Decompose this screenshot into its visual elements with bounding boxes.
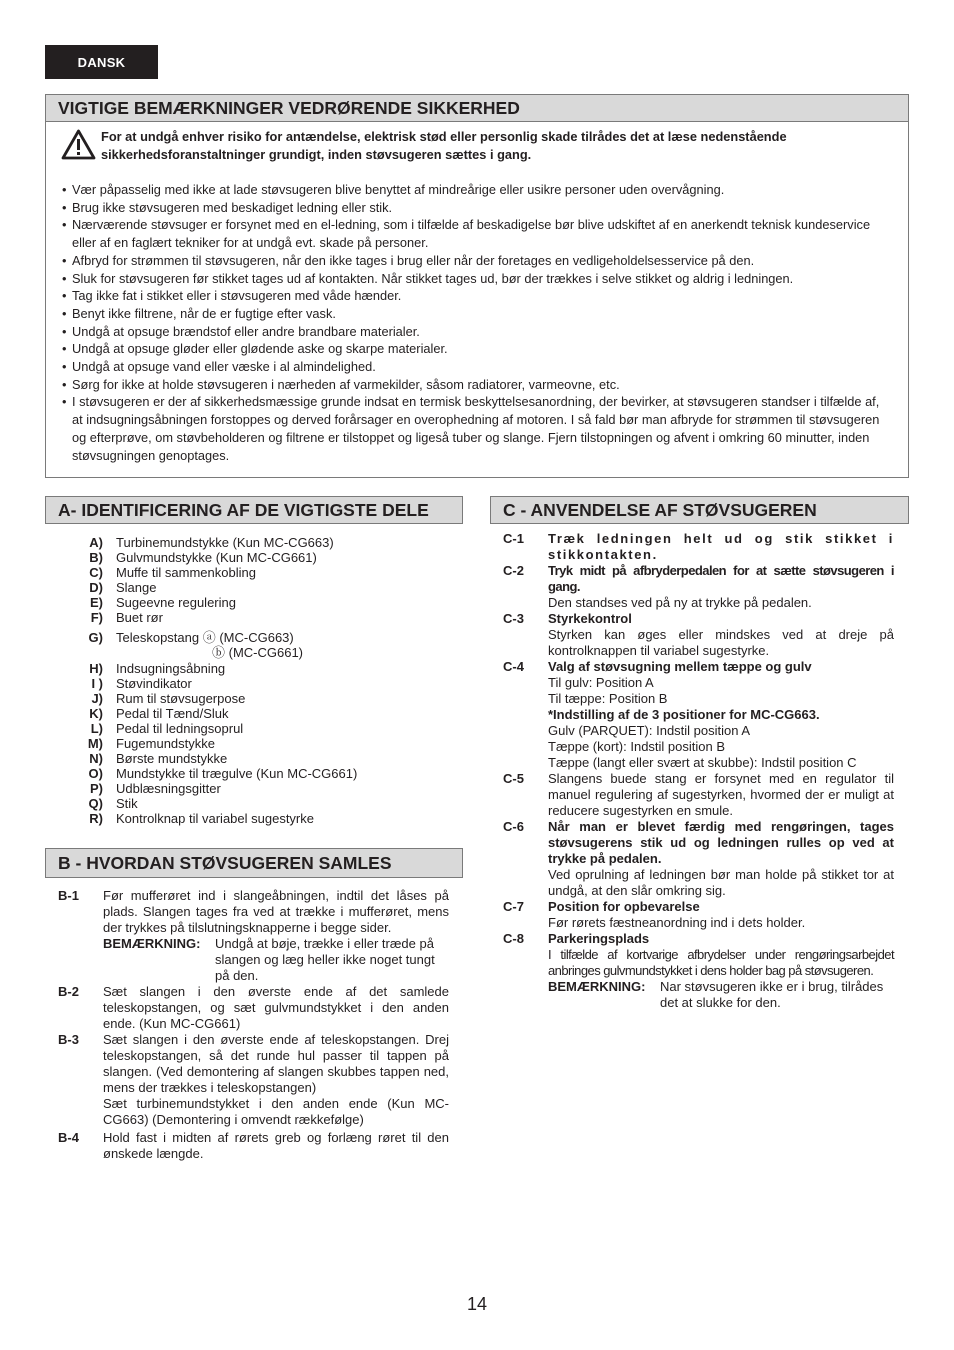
assembly-steps	[58, 888, 449, 1162]
list-item: • Nærværende støvsuger er forsynet med en el-ledning, som i tilfælde af beskadigelse bør blive udskiftet af en anerkendt teknisk kundeservice eller af en faglært tekniker for at undgå evt. skade på personer.	[62, 216, 892, 251]
list-item	[70, 706, 357, 721]
part-name: Muffe til sammenkobling	[116, 565, 256, 580]
part-name: Turbinemundstykke (Kun MC-CG663)	[116, 535, 334, 550]
step-text: Sæt slangen i den øverste ende af teleskopstangen. Drej teleskopstangen, så det runde hul passer til tappen på slangen. (Ved demontering af slangen skubbes tappen ned, mens der trækkes i teleskopstangen)	[103, 1032, 449, 1095]
part-name-line: Teleskopstang ⓐ (MC-CG663)	[116, 630, 294, 645]
step-heading: Tryk midt på afbryderpedalen for at sætte støvsugeren i gang.	[548, 563, 894, 594]
step-item	[58, 1130, 449, 1162]
step-heading: Styrkekontrol	[548, 611, 632, 626]
language-tab: DANSK	[45, 45, 158, 79]
part-name: Sugeevne regulering	[116, 595, 236, 610]
list-item	[70, 661, 357, 676]
step-item	[503, 531, 894, 563]
step-label: C-5	[503, 771, 524, 786]
part-label: E)	[90, 595, 103, 610]
part-label: K)	[89, 706, 103, 721]
step-text: Gulv (PARQUET): Indstil position A	[548, 723, 751, 738]
step-label: C-2	[503, 563, 524, 578]
safety-notice-box	[45, 94, 909, 478]
step-item	[503, 931, 894, 1011]
list-item: • Benyt ikke filtrene, når de er fugtige efter vask.	[62, 305, 892, 323]
part-label: B)	[89, 550, 103, 565]
list-item: • Undgå at opsuge vand eller væske i al almindelighed.	[62, 358, 892, 376]
part-name	[116, 630, 303, 661]
part-name-line: ⓑ (MC-CG661)	[212, 645, 304, 660]
list-item	[70, 550, 357, 565]
note-text: Undgå at bøje, trække i eller træde på slangen og læg heller ikke noget tungt på den.	[215, 936, 435, 983]
list-item	[70, 766, 357, 781]
step-body	[103, 1032, 449, 1128]
step-item	[503, 659, 894, 771]
step-item	[58, 888, 449, 984]
step-text: Ved oprulning af ledningen bør man holde på stikket tor at undgå, at den slår omkring sig.	[548, 867, 894, 898]
part-label: D)	[89, 580, 103, 595]
list-item	[70, 535, 357, 550]
step-item	[503, 611, 894, 659]
step-body	[548, 931, 894, 1011]
step-label: B-4	[58, 1130, 79, 1145]
section-a-title: A- IDENTIFICERING AF DE VIGTIGSTE DELE	[45, 496, 463, 524]
list-item: • Vær påpasselig med ikke at lade støvsugeren blive benyttet af mindreårige eller usikre personer uden overvågning.	[62, 181, 892, 199]
part-name: Støvindikator	[116, 676, 192, 691]
step-text: Til gulv: Position A	[548, 675, 654, 690]
part-label: R)	[89, 811, 103, 826]
list-item: • Sørg for ikke at holde støvsugeren i nærheden af varmekilder, såsom radiatorer, varmeovne, etc.	[62, 376, 892, 394]
part-label: N)	[89, 751, 103, 766]
part-label: O)	[88, 766, 103, 781]
page-number: 14	[466, 1294, 488, 1314]
note-label: BEMÆRKNING:	[103, 936, 201, 951]
list-item	[70, 580, 357, 595]
part-name: Pedal til ledningsoprul	[116, 721, 244, 736]
part-label: P)	[90, 781, 103, 796]
list-item	[70, 630, 357, 661]
note	[103, 936, 449, 984]
step-label: C-7	[503, 899, 524, 914]
step-body	[548, 531, 894, 563]
step-text: Den standses ved på ny at trykke på pedalen.	[548, 595, 812, 610]
part-label: M)	[87, 736, 103, 751]
part-label: F)	[90, 610, 103, 625]
part-label: A)	[89, 535, 103, 550]
list-item	[70, 565, 357, 580]
list-item	[70, 676, 357, 691]
step-body	[103, 984, 449, 1032]
step-body	[548, 611, 894, 659]
step-heading: Valg af støvsugning mellem tæppe og gulv	[548, 659, 812, 674]
step-item	[503, 771, 894, 819]
step-heading: Parkeringsplads	[548, 931, 650, 946]
step-heading: Position for opbevarelse	[548, 899, 700, 914]
list-item: • Tag ikke fat i stikket eller i støvsugeren med våde hænder.	[62, 287, 892, 305]
step-body	[548, 819, 894, 899]
step-text: I tilfælde af kortvarige afbrydelser under rengøringsarbejdet anbringes gulvmundstykket i dens holder bag på støvsugeren.	[548, 947, 894, 978]
part-name: Stik	[116, 796, 138, 811]
part-name: Rum til støvsugerpose	[116, 691, 246, 706]
step-text: Tæppe (langt eller svært at skubbe): Indstil position C	[548, 755, 857, 770]
list-item: • Brug ikke støvsugeren med beskadiget ledning eller stik.	[62, 199, 892, 217]
step-subheading: *Indstilling af de 3 positioner for MC-CG663.	[548, 707, 820, 722]
list-item	[70, 691, 357, 706]
section-b-title: B - HVORDAN STØVSUGEREN SAMLES	[45, 848, 463, 878]
list-item	[70, 595, 357, 610]
part-label: Q)	[88, 796, 103, 811]
list-item: • Sluk for støvsugeren før stikket tages ud af kontakten. Når stikket tages ud, bør der trækkes i selve stikket og aldrig i ledningen.	[62, 270, 892, 288]
step-item	[503, 899, 894, 931]
part-name: Fugemundstykke	[116, 736, 215, 751]
part-label: I )	[91, 676, 103, 691]
step-text: Slangens buede stang er forsynet med en regulator til manuel regulering af sugestyrken, hvormed der er muligt at reducere sugestyrken en smule.	[548, 771, 894, 818]
step-text: Sæt turbinemundstykket i den anden ende (Kun MC-CG663) (Demontering i omvendt rækkefølge)	[103, 1096, 449, 1127]
step-item	[58, 984, 449, 1032]
list-item	[70, 811, 357, 826]
part-name: Kontrolknap til variabel sugestyrke	[116, 811, 314, 826]
step-label: B-2	[58, 984, 79, 999]
part-name: Udblæsningsgitter	[116, 781, 221, 796]
step-label: C-1	[503, 531, 524, 546]
list-item: • I støvsugeren er der af sikkerhedsmæssige grunde indsat en termisk beskyttelsesanordning, der bevirker, at støvsugeren standser i tilfælde af, at indsugningsåbningen forstoppes og derved forårsager en overophedning af motoren. I så fald bør man afbryde for strømmen til støvsugeren og efterprøve, om støvbeholderen og filtrene er tilstoppet og ligeså tuber og slange. Fjern tilstopningen og afvent i omkring 60 minutter, inden støvsugningen genoptages.	[62, 393, 892, 464]
step-label: B-1	[58, 888, 79, 903]
step-body	[103, 1130, 449, 1162]
step-text: Før mufferøret ind i slangeåbningen, indtil det låses på plads. Slangen tages fra ved at trække i mufferøret, mens der trykkes på tilslutningsknapperne i begge sider.	[103, 888, 449, 935]
note-label: BEMÆRKNING:	[548, 979, 646, 994]
part-label: G)	[88, 630, 103, 645]
step-label: C-4	[503, 659, 524, 674]
part-label: H)	[89, 661, 103, 676]
step-heading: Træk ledningen helt ud og stik stikket i stikkontakten.	[548, 531, 894, 562]
note	[548, 979, 894, 1011]
part-label: L)	[90, 721, 103, 736]
list-item	[70, 736, 357, 751]
list-item: • Undgå at opsuge brændstof eller andre brandbare materialer.	[62, 323, 892, 341]
safety-bullet-list	[62, 181, 892, 464]
part-label: J)	[91, 691, 103, 706]
step-text: Sæt slangen i den øverste ende af det samlede teleskopstangen, og sæt gulvmundstykket i den anden ende. (Kun MC-CG661)	[103, 984, 449, 1031]
part-name: Indsugningsåbning	[116, 661, 226, 676]
part-name: Buet rør	[116, 610, 163, 625]
list-item	[70, 721, 357, 736]
usage-steps	[503, 531, 894, 1011]
step-text: Tæppe (kort): Indstil position B	[548, 739, 726, 754]
list-item	[70, 796, 357, 811]
section-c-title: C - ANVENDELSE AF STØVSUGEREN	[490, 496, 909, 524]
list-item: • Undgå at opsuge gløder eller glødende aske og skarpe materialer.	[62, 340, 892, 358]
list-item: • Afbryd for strømmen til støvsugeren, når den ikke tages i brug eller når der foretages en vedligeholdelsesservice på den.	[62, 252, 892, 270]
step-item	[503, 819, 894, 899]
step-body	[103, 888, 449, 984]
list-item	[70, 610, 357, 625]
note-text: Nar støvsugeren ikke er i brug, tilrådes det at slukke for den.	[660, 979, 884, 1010]
warning-triangle-icon	[61, 129, 96, 160]
step-text: Til tæppe: Position B	[548, 691, 668, 706]
part-name: Mundstykke til trægulve (Kun MC-CG661)	[116, 766, 358, 781]
step-heading: Når man er blevet færdig med rengøringen, tages støvsugerens stik ud og ledningen rulles op ved at trykke på pedalen.	[548, 819, 894, 866]
step-body	[548, 771, 894, 819]
step-body	[548, 899, 894, 931]
step-text: Før rørets fæstneanordning ind i dets holder.	[548, 915, 806, 930]
step-item	[503, 563, 894, 611]
list-item	[70, 781, 357, 796]
parts-list	[70, 535, 357, 826]
part-name: Slange	[116, 580, 157, 595]
step-text: Styrken kan øges eller mindskes ved at dreje på kontrolknappen til variabel sugestyrke.	[548, 627, 894, 658]
step-label: C-8	[503, 931, 524, 946]
part-name: Pedal til Tænd/Sluk	[116, 706, 229, 721]
step-label: C-3	[503, 611, 524, 626]
step-body	[548, 659, 894, 771]
part-name: Gulvmundstykke (Kun MC-CG661)	[116, 550, 317, 565]
part-name: Børste mundstykke	[116, 751, 228, 766]
safety-title: VIGTIGE BEMÆRKNINGER VEDRØRENDE SIKKERHED	[46, 95, 908, 122]
step-item	[58, 1032, 449, 1128]
step-text: Hold fast i midten af rørets greb og forlæng røret til den ønskede længde.	[103, 1130, 449, 1161]
list-item	[70, 751, 357, 766]
safety-warning-text: For at undgå enhver risiko for antændelse, elektrisk stød eller personlig skade tilrådes det at læse nedenstående sikkerhedsforanstaltninger grundigt, inden støvsugeren sættes i gang.	[101, 129, 787, 162]
step-label: C-6	[503, 819, 524, 834]
step-label: B-3	[58, 1032, 79, 1047]
step-body	[548, 563, 894, 611]
part-label: C)	[89, 565, 103, 580]
